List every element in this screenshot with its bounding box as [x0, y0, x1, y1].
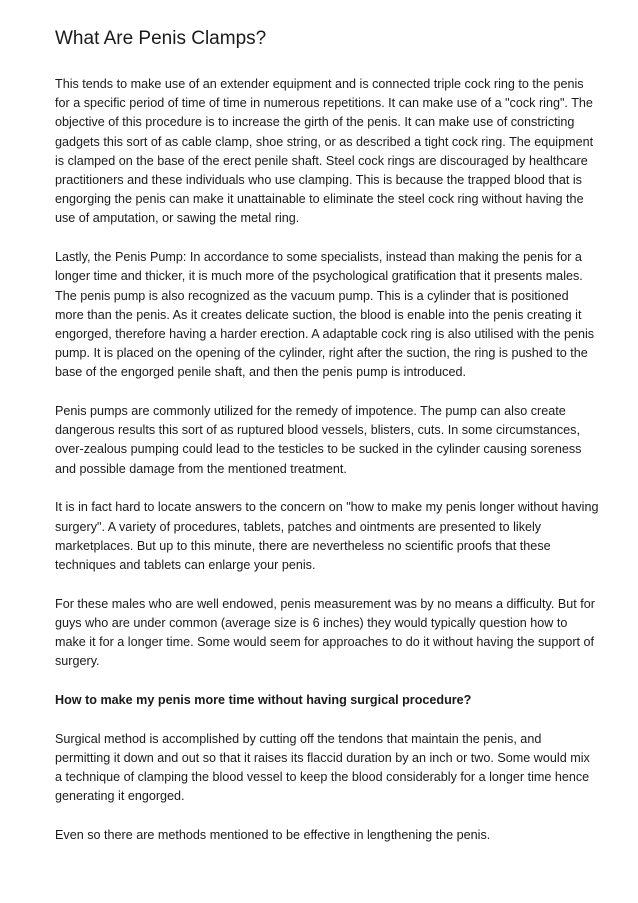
paragraph-without-surgery: It is in fact hard to locate answers to the concern on "how to make my penis longer without having surgery". A variety of procedures, tablets, patches and ointments are presented to likely marketplaces. But up to this minute, there are nevertheless no scientific proofs that these techniques and tablets can enlarge your penis. [55, 500, 599, 572]
paragraph-pump: Lastly, the Penis Pump: In accordance to some specialists, instead than making the penis for a longer time and thicker, it is much more of the psychological gratification that it presents males. The penis pump is also recognized as the vacuum pump. This is a cylinder that is positioned more than the penis. As it creates delicate suction, the blood is enable into the penis creating it engorged, therefore having a harder erection. A adaptable cock ring is also utilised with the penis pump. It is placed on the opening of the cylinder, right after the suction, the ring is pushed to the base of the engorged penile shaft, and then the penis pump is introduced. [55, 250, 595, 380]
paragraph-impotence: Penis pumps are commonly utilized for the remedy of impotence. The pump can also create dangerous results this sort of as ruptured blood vessels, blisters, cuts. In some circumstances, over-zealous pumping could lead to the testicles to be sucked in the cylinder causing soreness and possible damage from the mentioned treatment. [55, 404, 582, 476]
paragraph-average-size: For these males who are well endowed, penis measurement was by no means a difficulty. But for guys who are under common (average size is 6 inches) they would typically question how to make it for a longer time. Some would seem for approaches to do it without having the support of surgery. [55, 596, 595, 669]
paragraph-clamps: This tends to make use of an extender equipment and is connected triple cock ring to the penis for a specific period of time of time in numerous repetitions. It can make use of a "cock ring". The objective of this procedure is to increase the girth of the penis. It can make use of constricting gadgets this sort of as cable clamp, shoe string, or as described a tight cock ring. The equipment is clamped on the base of the erect penile shaft. Steel cock rings are discouraged by healthcare practitioners and these individuals who use clamping. This is because the trapped blood that is engorging the penis can make it unattainable to eliminate the steel cock ring without having the use of amputation, or sawing the metal ring. [55, 77, 594, 226]
document-page [55, 26, 600, 865]
page-title: What Are Penis Clamps? [55, 28, 267, 49]
paragraph-surgical-method: Surgical method is accomplished by cutting off the tendons that maintain the penis, and permitting it down and out so that it raises its flaccid duration by an inch or two. Some would mix a technique of clamping the blood vessel to keep the blood considerably for a longer time hence generating it engorged. [55, 731, 590, 804]
section-heading: How to make my penis more time without having surgical procedure? [55, 692, 472, 707]
paragraph-methods: Even so there are methods mentioned to be effective in lengthening the penis. [55, 828, 491, 842]
